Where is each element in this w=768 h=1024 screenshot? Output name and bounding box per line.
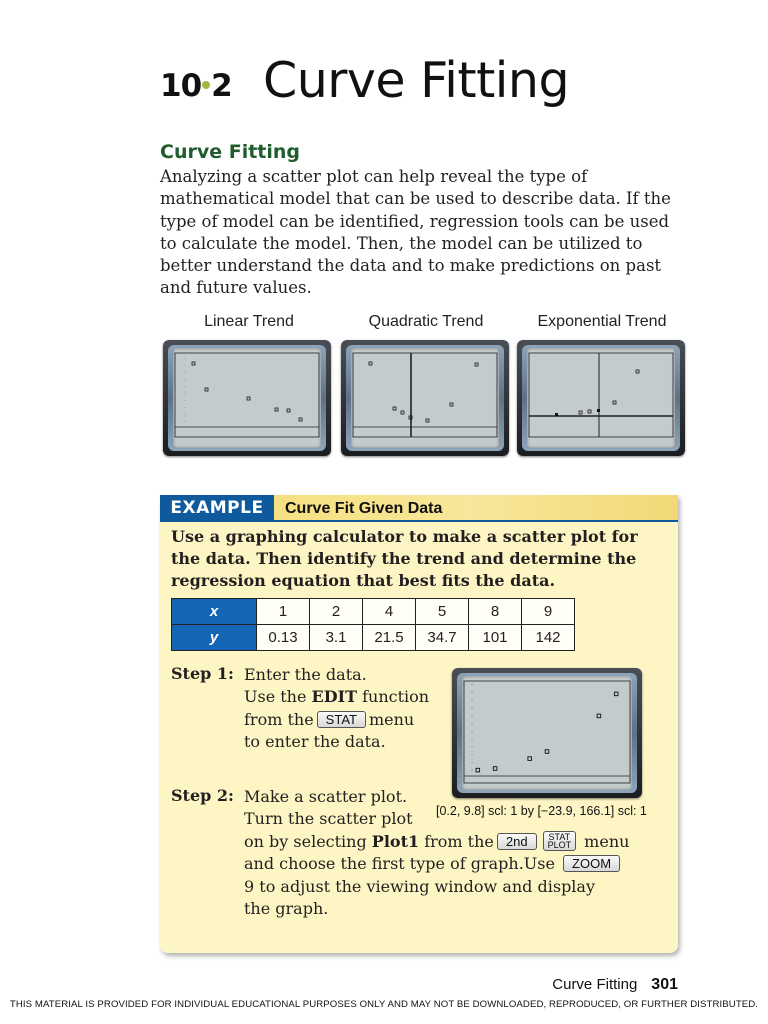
table-header-x: x	[172, 599, 257, 625]
running-title: Curve Fitting	[552, 976, 638, 993]
section-dot-icon	[202, 81, 210, 89]
2nd-key: 2nd	[497, 833, 537, 850]
step1-label: Step 1:	[171, 664, 234, 683]
table-cell: 9	[522, 599, 575, 625]
scatter-point	[614, 692, 618, 696]
scatter-point	[597, 714, 601, 718]
step2-line: Turn the scatter plot	[244, 809, 413, 829]
scatter-point	[545, 750, 549, 754]
table-cell: 0.13	[257, 625, 310, 651]
scatter-point	[476, 768, 480, 772]
step2-line: and choose the first type of graph.Use ZOOM	[244, 853, 664, 875]
step2-line: Make a scatter plot.	[244, 787, 408, 806]
data-table	[171, 598, 575, 651]
table-row	[172, 625, 575, 651]
linear-trend-screen	[163, 340, 331, 456]
stat-key: STAT	[317, 711, 366, 728]
linear-trend-label: Linear Trend	[204, 313, 294, 330]
section-number: 10 2	[160, 68, 232, 104]
table-row	[172, 599, 575, 625]
page-number: 301	[651, 976, 678, 993]
step2-line: the graph.	[244, 899, 329, 919]
example-label: EXAMPLE	[160, 495, 274, 521]
step1-line: Enter the data.	[244, 665, 367, 684]
example-scatter-plot	[462, 676, 632, 790]
window-settings-caption: [0.2, 9.8] scl: 1 by [−23.9, 166.1] scl: 1	[436, 804, 647, 818]
exponential-trend-screen	[517, 340, 685, 456]
disclaimer-text: THIS MATERIAL IS PROVIDED FOR INDIVIDUAL EDUCATIONAL PURPOSES ONLY AND MAY NOT BE DOWNLOADED, REPRODUCED, OR FURTHER DISTRIBUTED.	[9, 999, 759, 1010]
step2-text	[244, 786, 664, 920]
example-divider	[160, 520, 678, 522]
step2-line: 9 to adjust the viewing window and display	[244, 876, 595, 896]
table-cell: 34.7	[416, 625, 469, 651]
page-title: Curve Fitting	[263, 52, 570, 109]
scatter-point	[528, 757, 532, 761]
quadratic-trend-label: Quadratic Trend	[368, 313, 484, 330]
table-cell: 4	[363, 599, 416, 625]
table-header-y: y	[172, 625, 257, 651]
step1-line: Use the EDIT function	[244, 687, 430, 707]
quadratic-trend-plot	[351, 348, 499, 448]
stat-plot-key: STAT PLOT	[543, 831, 577, 851]
page-footer	[552, 976, 678, 994]
step1-line: from the STAT menu	[244, 709, 415, 729]
linear-trend-plot	[173, 348, 321, 448]
example-title: Curve Fit Given Data	[285, 500, 443, 517]
table-cell: 8	[469, 599, 522, 625]
step1-line: to enter the data.	[244, 732, 386, 752]
table-cell: 21.5	[363, 625, 416, 651]
quadratic-trend-screen	[341, 340, 509, 456]
table-cell: 5	[416, 599, 469, 625]
step2-line: on by selecting Plot1 from the 2nd STAT PLOT menu	[244, 831, 630, 851]
scatter-point	[493, 767, 497, 771]
exponential-trend-label: Exponential Trend	[537, 313, 667, 330]
example-scatter-screen	[452, 668, 642, 798]
table-cell: 2	[310, 599, 363, 625]
table-cell: 3.1	[310, 625, 363, 651]
table-cell: 1	[257, 599, 310, 625]
table-cell: 142	[522, 625, 575, 651]
intro-paragraph: Analyzing a scatter plot can help reveal the type of mathematical model that can be used to describe data. If the type of model can be identified, regression tools can be used to calculate the model. Then, the model can be utilized to better understand the data and to make predictions on past and future values.	[160, 167, 671, 298]
example-prompt: Use a graphing calculator to make a scatter plot for the data. Then identify the trend and determine the regression equation that best fits the data.	[171, 527, 638, 590]
section-heading: Curve Fitting	[160, 141, 301, 163]
table-cell: 101	[469, 625, 522, 651]
zoom-key: ZOOM	[563, 855, 620, 872]
exponential-trend-plot	[527, 348, 675, 448]
step2-label: Step 2:	[171, 786, 234, 805]
